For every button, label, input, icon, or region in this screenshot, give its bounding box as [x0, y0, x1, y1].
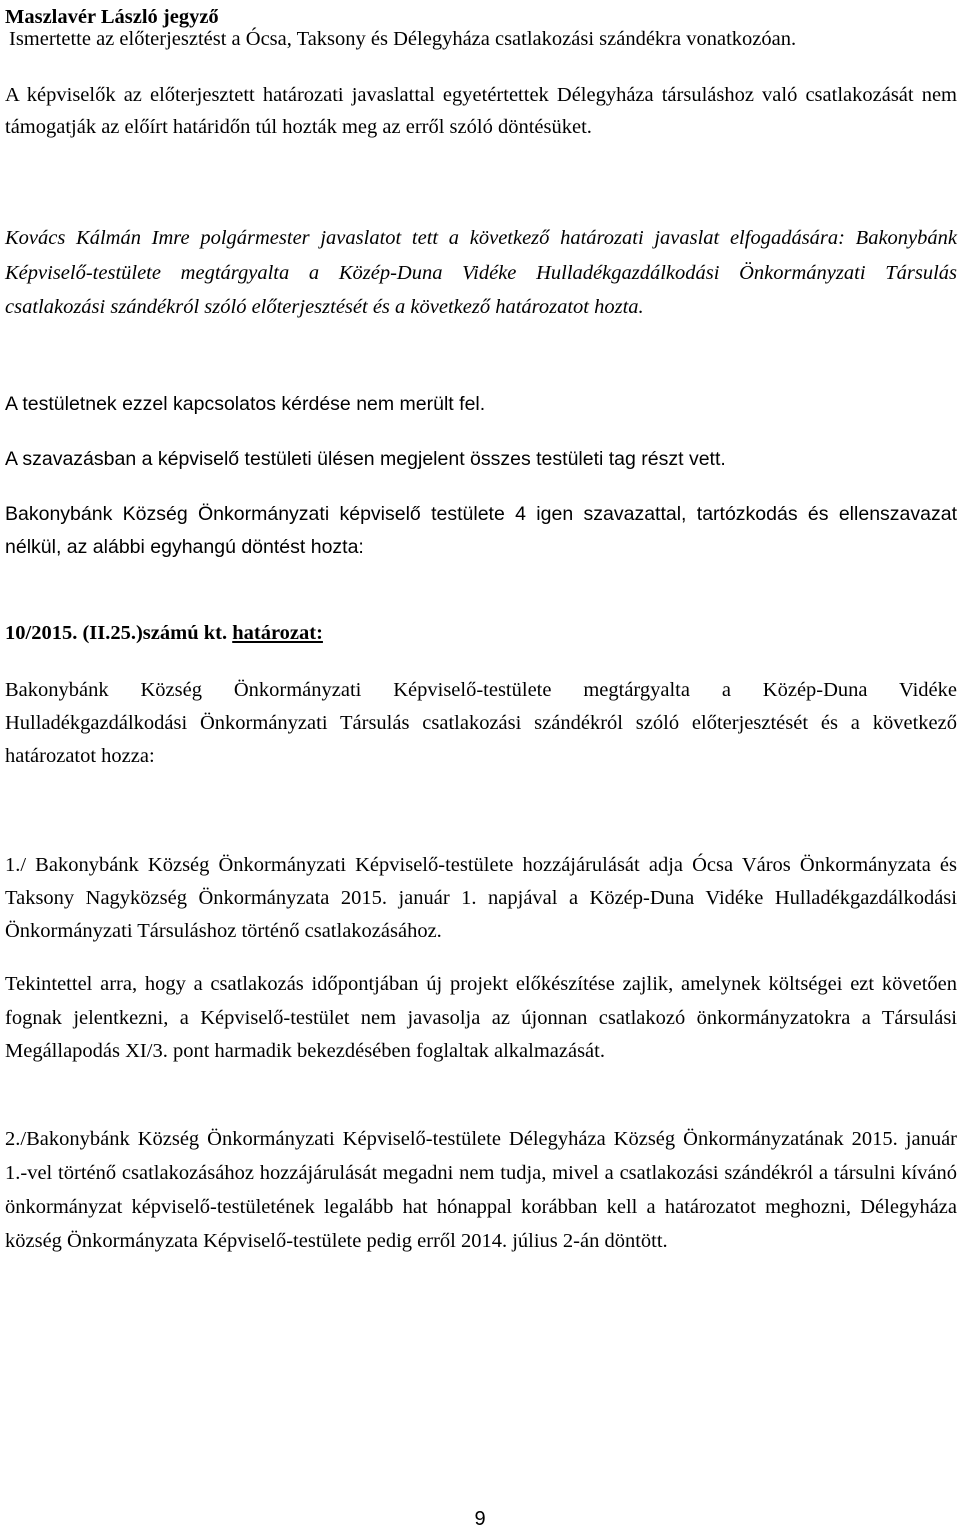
speaker-heading: Maszlavér László jegyző — [5, 6, 219, 28]
resolution-point-2: 2./Bakonybánk Község Önkormányzati Képviselő-testülete Délegyháza Község Önkormányzatának 2015. január 1.-vel történő csatlakozásához hozzájárulását megadni nem tudja, mivel a csatlakozási szándékról a társulni kívánó önkormányzat képviselő-testületének legalább hat hónappal korábban kell a határozatot meghozni, Délegyháza község Önkormányzata Képviselő-testülete pedig erről 2014. július 2-án döntött. — [5, 1128, 957, 1252]
no-questions-text: A testületnek ezzel kapcsolatos kérdése nem merült fel. — [5, 393, 486, 415]
resolution-label: határozat: — [232, 622, 323, 644]
resolution-point-1-note: Tekintettel arra, hogy a csatlakozás időpontjában új projekt előkészítése zajlik, amelynek költségei ezt követően fognak jelentkezni, a Képviselő-testület nem javasolja az újonnan csatlakozó önkormányzatokra a Társulási Megállapodás XI/3. pont harmadik bekezdésében foglaltak alkalmazását. — [5, 973, 957, 1062]
resolution-title — [5, 617, 957, 649]
representatives-statement: A képviselők az előterjesztett határozati javaslattal egyetértettek Délegyháza társuláshoz való csatlakozását nem támogatják az előírt határidőn túl hozták meg az erről szóló döntésüket. — [5, 84, 957, 138]
resolution-point-1: 1./ Bakonybánk Község Önkormányzati Képviselő-testülete hozzájárulását adja Ócsa Város Önkormányzata és Taksony Nagyközség Önkormányzata 2015. január 1. napjával a Közép-Duna Vidéke Hulladékgazdálkodási Önkormányzati Társuláshoz történő csatlakozásához. — [5, 854, 957, 942]
attendance-text: A szavazásban a képviselő testületi ülésen megjelent összes testületi tag részt vett. — [5, 448, 726, 470]
page-number: 9 — [474, 1508, 486, 1530]
vote-result-text: Bakonybánk Község Önkormányzati képviselő testülete 4 igen szavazattal, tartózkodás és ellenszavazat nélkül, az alábbi egyhangú döntést hozta: — [5, 503, 957, 558]
proposal-paragraph: Kovács Kálmán Imre polgármester javaslatot tett a következő határozati javaslat elfogadására: Bakonybánk Képviselő-testülete megtárgyalta a Közép-Duna Vidéke Hulladékgazdálkodási Önkormányzati Társulás csatlakozási szándékról szóló előterjesztését és a következő határozatot hozta. — [5, 227, 957, 318]
resolution-intro: Bakonybánk Község Önkormányzati Képviselő-testülete megtárgyalta a Közép-Duna Vidéke Hulladékgazdálkodási Önkormányzati Társulás csatlakozási szándékról szóló előterjesztését és a következő határozatot hozza: — [5, 679, 957, 767]
speaker-statement: Ismertette az előterjesztést a Ócsa, Taksony és Délegyháza csatlakozási szándékra vonatkozóan. — [9, 28, 797, 50]
resolution-number: 10/2015. (II.25.)számú kt. — [5, 622, 228, 644]
